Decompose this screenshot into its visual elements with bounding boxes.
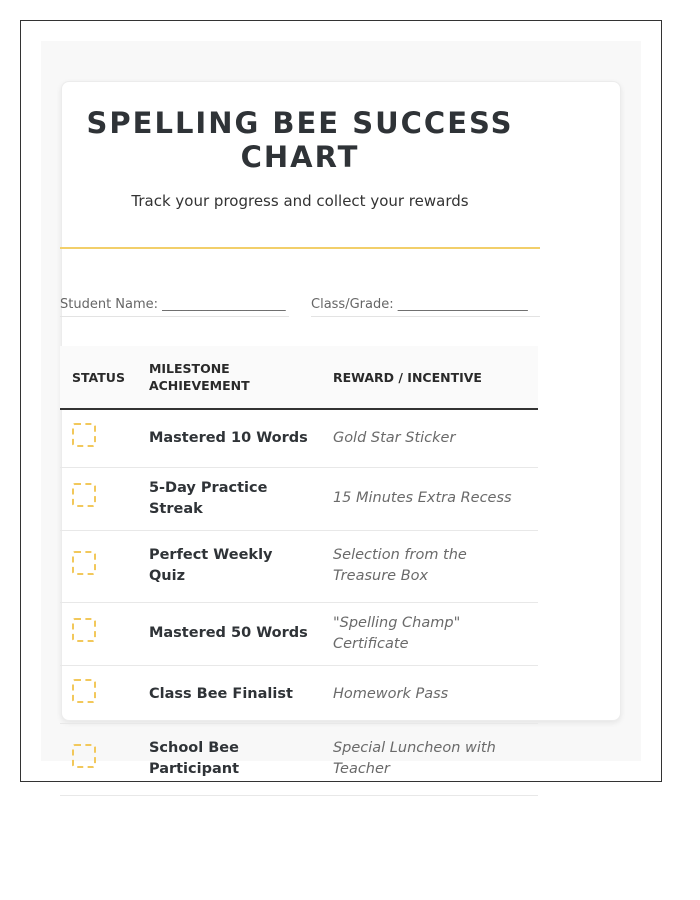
chart-content [60, 60, 540, 796]
milestone-cell: Class Bee Finalist [137, 665, 321, 723]
checkbox-icon[interactable] [72, 679, 96, 703]
milestone-cell: 5-Day Practice Streak [137, 467, 321, 530]
reward-cell: Gold Star Sticker [321, 409, 538, 467]
page-subtitle: Track your progress and collect your rewards [131, 192, 469, 210]
milestone-table [60, 346, 538, 796]
student-info-fields [60, 297, 540, 317]
milestone-cell: Mastered 50 Words [137, 602, 321, 665]
table-row [60, 530, 538, 602]
reward-column-header: REWARD / INCENTIVE [321, 346, 538, 409]
table-row [60, 602, 538, 665]
checkbox-icon[interactable] [72, 551, 96, 575]
milestone-column-header: MILESTONE ACHIEVEMENT [137, 346, 321, 409]
reward-cell: Homework Pass [321, 665, 538, 723]
checkbox-icon[interactable] [72, 483, 96, 507]
reward-cell: Special Luncheon with Teacher [321, 723, 538, 795]
class-grade-field[interactable]: Class/Grade: ____________________ [311, 297, 540, 317]
checkbox-icon[interactable] [72, 618, 96, 642]
table-row [60, 665, 538, 723]
reward-cell: Selection from the Treasure Box [321, 530, 538, 602]
table-row [60, 409, 538, 467]
header-divider [60, 247, 540, 249]
reward-cell: 15 Minutes Extra Recess [321, 467, 538, 530]
status-column-header: STATUS [60, 346, 137, 409]
checkbox-icon[interactable] [72, 423, 96, 447]
table-row [60, 467, 538, 530]
page-title: SPELLING BEE SUCCESS CHART [86, 106, 514, 174]
milestone-cell: Mastered 10 Words [137, 409, 321, 467]
milestone-cell: Perfect Weekly Quiz [137, 530, 321, 602]
reward-cell: "Spelling Champ" Certificate [321, 602, 538, 665]
student-name-field[interactable]: Student Name: ___________________ [60, 297, 289, 317]
milestone-cell: School Bee Participant [137, 723, 321, 795]
checkbox-icon[interactable] [72, 744, 96, 768]
table-header-row [60, 346, 538, 409]
table-row [60, 723, 538, 795]
